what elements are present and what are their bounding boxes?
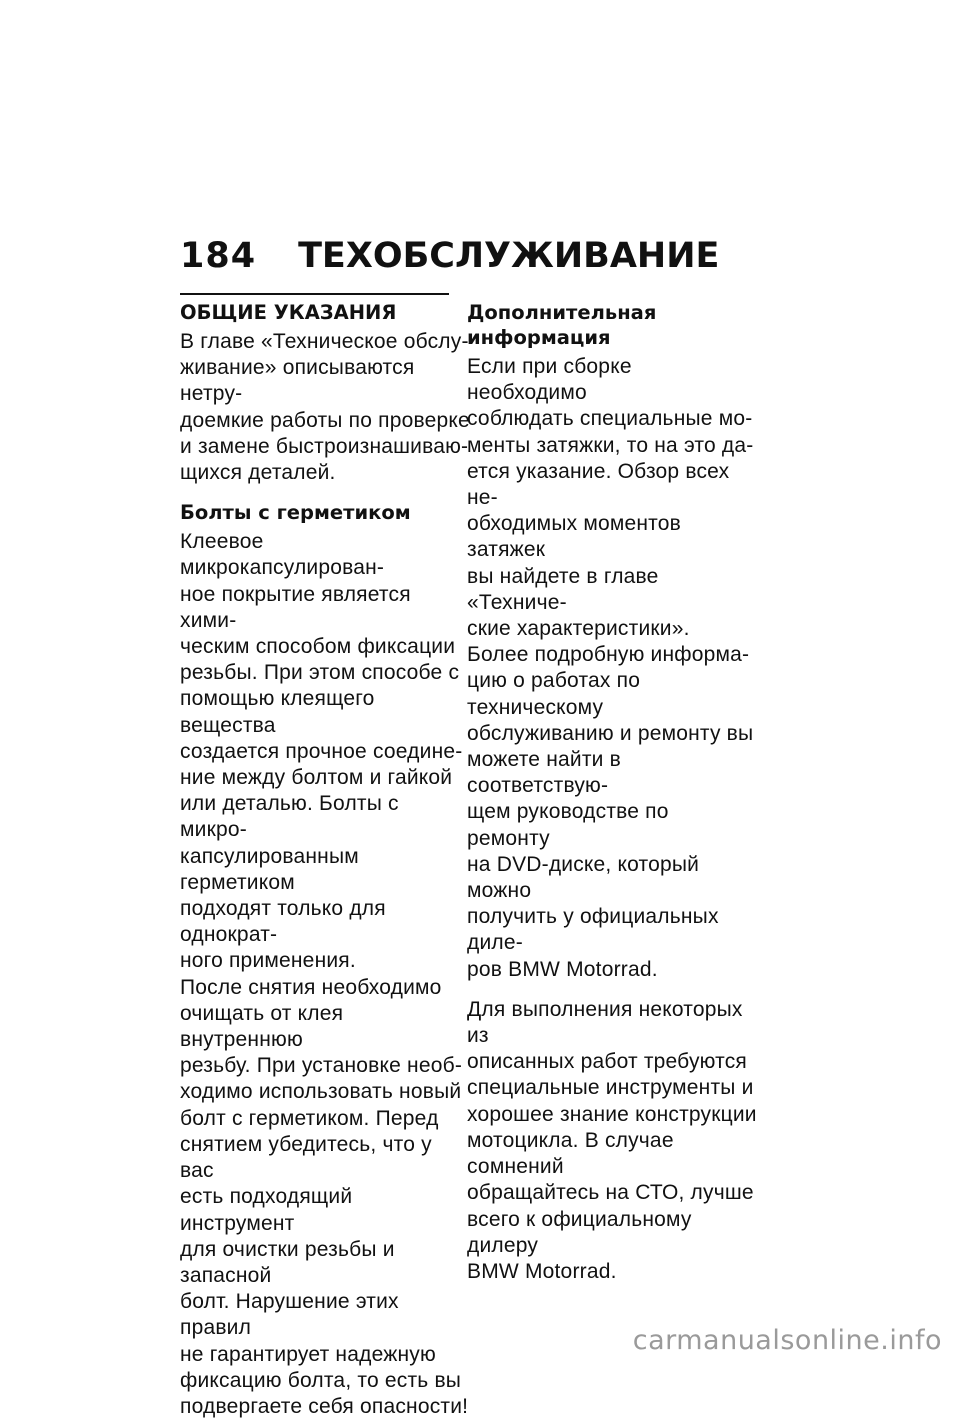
watermark: carmanualsonline.info xyxy=(632,1325,942,1356)
info-paragraph-1: Если при сборке необходимо соблюдать специальные мо- менты затяжки, то на это да- ется указание. Обзор всех не- обходимых моментов затяжек вы найдете в главе «Техниче- ские характеристики». xyxy=(467,355,754,641)
bolts-paragraph-1: Клеевое микрокапсулирован- ное покрытие является хими- ческим способом фиксации резьбы. При этом способе с помощью клеящего вещества создается прочное соедине- ние между болтом и гайкой или деталью. Болты с микро- капсулированным герметиком подходят только для однократ- ного применения. xyxy=(180,530,463,973)
chapter-title: ТЕХОБСЛУЖИВАНИЕ xyxy=(298,236,720,276)
bolts-heading: Болты с герметиком xyxy=(180,501,411,525)
bolts-paragraph-2: После снятия необходимо очищать от клея внутреннюю резьбу. При установке необ- ходимо использовать новый болт с герметиком. Перед снятием убедитесь, что у вас есть подходящий инструмент для очистки резьбы и запасной болт. Нарушение этих правил не гарантирует надежную фиксацию болта, то есть вы подвергаете себя опасности! xyxy=(180,975,469,1418)
left-column xyxy=(180,294,470,1420)
info-heading: Дополнительная информация xyxy=(467,301,657,349)
page-number: 184 xyxy=(180,236,257,276)
intro-paragraph: В главе «Техническое обслу- живание» описываются нетру- доемкие работы по проверке и замене быстроизнашиваю- щихся деталей. xyxy=(180,330,470,485)
page-header xyxy=(180,236,880,276)
info-paragraph-2: Более подробную информа- цию о работах по техническому обслуживанию и ремонту вы можете найти в соответствую- щем руководстве по ремонту на DVD-диске, который можно получить у официальных диле- ров BMW Motorrad. xyxy=(467,643,754,981)
info-paragraph-3: Для выполнения некоторых из описанных работ требуются специальные инструменты и хорошее знание конструкции мотоцикла. В случае сомнений обращайтесь на СТО, лучше всего к официальному дилеру BMW Motorrad. xyxy=(467,997,757,1283)
section-title: ОБЩИЕ УКАЗАНИЯ xyxy=(180,301,397,324)
right-column xyxy=(467,294,757,1285)
